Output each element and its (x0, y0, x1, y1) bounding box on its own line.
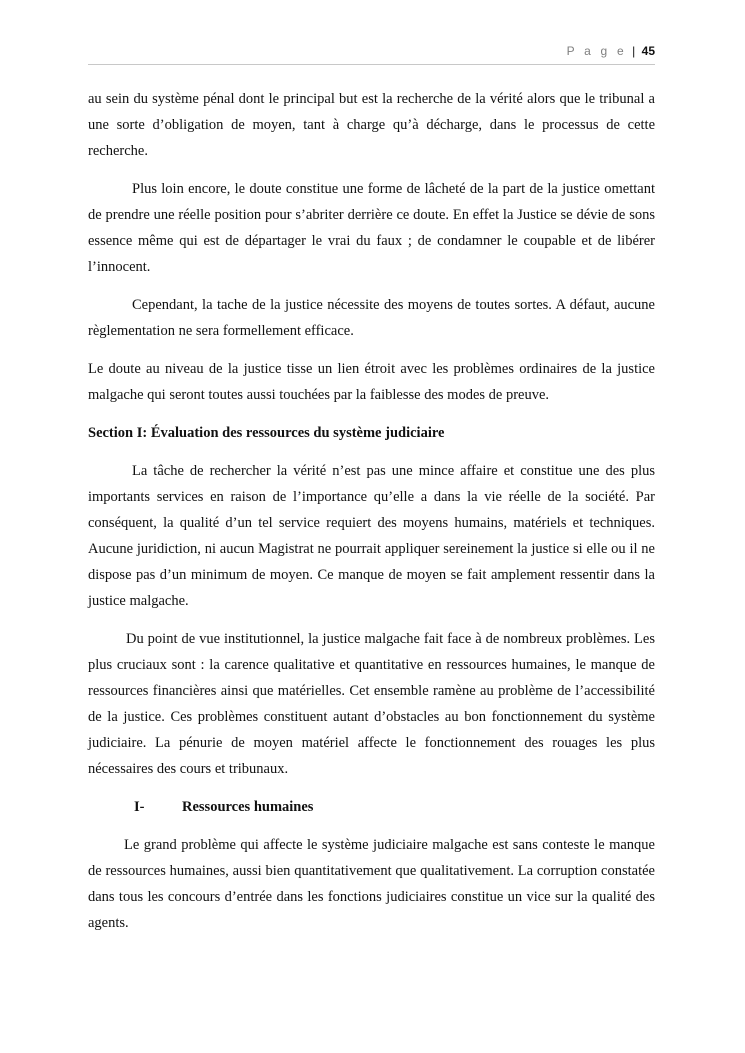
paragraph-1: au sein du système pénal dont le principal but est la recherche de la vérité alors que le tribunal a une sorte d’obligation de moyen, tant à charge qu’à décharge, dans le processus de cette recherche. (88, 91, 655, 159)
paragraph-2: Plus loin encore, le doute constitue une forme de lâcheté de la part de la justice omettant de prendre une réelle position pour s’abriter derrière ce doute. En effet la Justice se dévie de sons essence même qui est de départager le vrai du faux ; de condamner le coupable et de libérer l’innocent. (88, 181, 655, 275)
section-title: Section I: Évaluation des ressources du système judiciaire (88, 425, 445, 441)
page-label: P a g e (566, 44, 627, 58)
subsection-heading (88, 794, 655, 820)
paragraph-6: Du point de vue institutionnel, la justice malgache fait face à de nombreux problèmes. Les plus cruciaux sont : la carence qualitative et quantitative en ressources humaines, le manque de ressources financières ainsi que matérielles. Cet ensemble ramène au problème de l’accessibilité de la justice. Ces problèmes constituent autant d’obstacles au bon fonctionnement du système judiciaire. La pénurie de moyen matériel affecte le fonctionnement des rouages les plus nécessaires des cours et tribunaux. (88, 631, 655, 777)
subsection-title: Ressources humaines (182, 799, 314, 815)
paragraph-4: Le doute au niveau de la justice tisse un lien étroit avec les problèmes ordinaires de la justice malgache qui seront toutes aussi touchées par la faiblesse des modes de preuve. (88, 361, 655, 403)
page-number: 45 (641, 44, 655, 58)
subsection-number: I- (134, 799, 145, 815)
paragraph-3: Cependant, la tache de la justice nécessite des moyens de toutes sortes. A défaut, aucune règlementation ne sera formellement efficace. (88, 297, 655, 339)
document-body (88, 86, 655, 948)
paragraph-7: Le grand problème qui affecte le système judiciaire malgache est sans conteste le manque de ressources humaines, aussi bien quantitativement que qualitativement. La corruption constatée dans tous les concours d’entrée dans les fonctions judiciaires constitue un vice sur la qualité des agents. (88, 837, 655, 931)
page-header (88, 40, 655, 65)
paragraph-5: La tâche de rechercher la vérité n’est pas une mince affaire et constitue une des plus importants services en raison de l’importance qu’elle a dans la vie réelle de la société. Par conséquent, la qualité d’un tel service requiert des moyens humains, matériels et techniques. Aucune juridiction, ni aucun Magistrat ne pourrait appliquer sereinement la justice si elle ou il ne dispose pas d’un minimum de moyen. Ce manque de moyen se fait amplement ressentir dans la justice malgache. (88, 463, 655, 609)
page-separator: | (632, 44, 636, 58)
